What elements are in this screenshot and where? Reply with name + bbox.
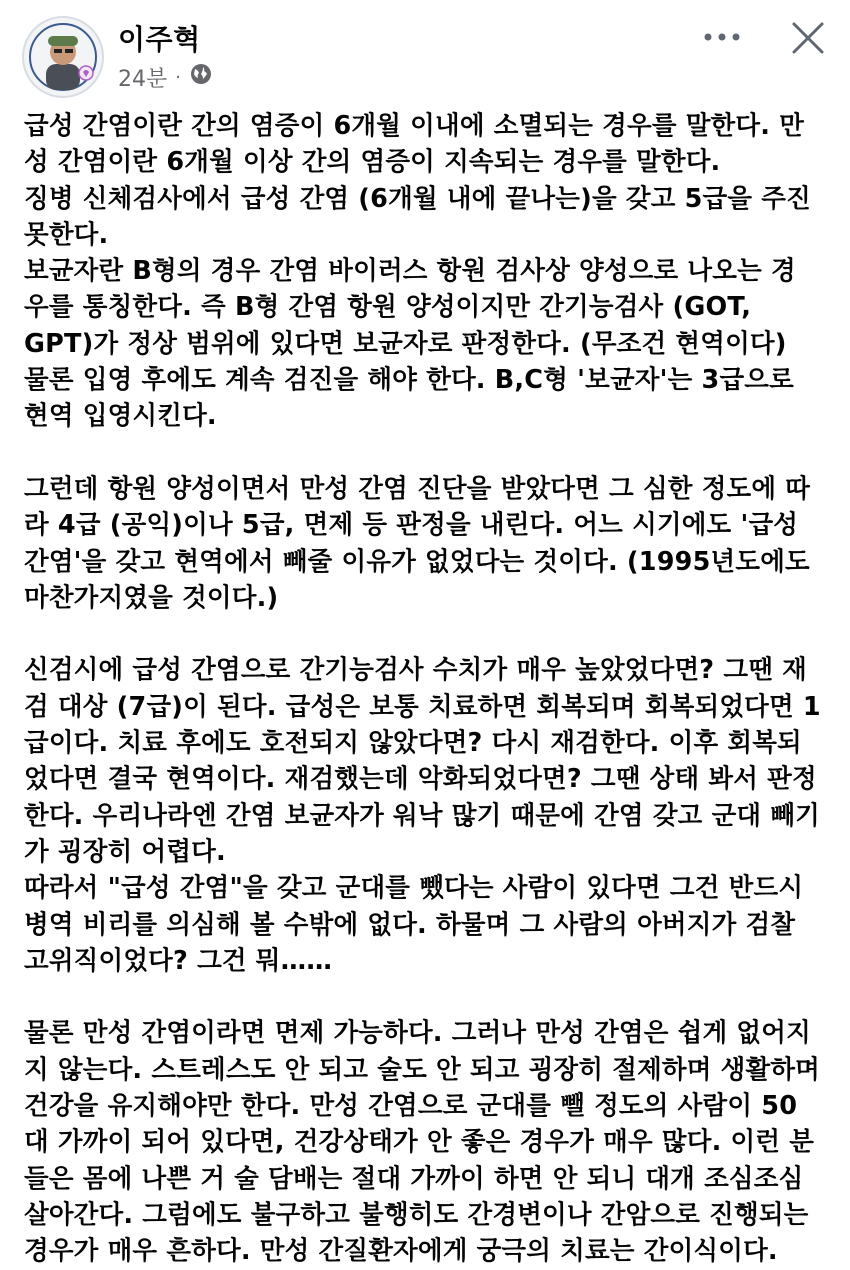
close-icon: [791, 21, 825, 55]
post-text-line: 한다. 우리나라엔 간염 보균자가 워낙 많기 때문에 간염 갖고 군대 빼기: [24, 800, 820, 831]
post-text-line: 징병 신체검사에서 급성 간염 (6개월 내에 끝나는)을 갖고 5급을 주진: [24, 183, 811, 214]
post-meta: [118, 62, 213, 92]
post-header: [0, 0, 850, 100]
post-text-line: 라 4급 (공익)이나 5급, 면제 등 판정을 내린다. 어느 시기에도 '급성: [24, 510, 799, 541]
post-timestamp[interactable]: 24분: [118, 66, 168, 92]
post-text-line: 병역 비리를 의심해 볼 수밖에 없다. 하물며 그 사람의 아버지가 검찰: [24, 909, 796, 940]
profile-photo-avatar: [24, 18, 102, 96]
post-text-line: 성 간염이란 6개월 이상 간의 염증이 지속되는 경우를 말한다.: [24, 147, 721, 178]
post-paragraph: [24, 471, 830, 616]
post-text-line: 마찬가지였을 것이다.): [24, 582, 279, 613]
post-text-line: 못한다.: [24, 219, 109, 250]
post-text-line: 보균자란 B형의 경우 간염 바이러스 항원 검사상 양성으로 나오는 경: [24, 256, 796, 287]
post-text-line: 물론 만성 간염이라면 면제 가능하다. 그러나 만성 간염은 쉽게 없어지: [24, 1018, 811, 1049]
post-text-line: 살아간다. 그럼에도 불구하고 불행히도 간경변이나 간암으로 진행되는: [24, 1199, 809, 1230]
post-text-line: 급성 간염이란 간의 염증이 6개월 이내에 소멸되는 경우를 말한다. 만: [24, 111, 805, 141]
more-dots-icon: [704, 33, 740, 41]
more-options-button[interactable]: [700, 22, 744, 52]
post-text-line: 그런데 항원 양성이면서 만성 간염 진단을 받았다면 그 심한 정도에 따: [24, 473, 811, 504]
post-paragraph: [24, 1015, 830, 1269]
paragraph-spacer: [24, 616, 830, 652]
post-text-line: 신검시에 급성 간염으로 간기능검사 수치가 매우 높았었다면? 그땐 재: [24, 655, 807, 686]
post-text-line: 가 굉장히 어렵다.: [24, 836, 226, 867]
post-text-line: 간염'을 갖고 현역에서 빼줄 이유가 없었다는 것이다. (1995년도에도: [24, 546, 810, 577]
post-text-line: 대 가까이 되어 있다면, 건강상태가 안 좋은 경우가 매우 많다. 이런 분: [24, 1127, 815, 1158]
post-text-line: GPT)가 정상 범위에 있다면 보균자로 판정한다. (무조건 현역이다): [24, 328, 787, 359]
post-paragraph: [24, 652, 830, 979]
post-text-line: 현역 입영시킨다.: [24, 401, 217, 432]
post-text-line: 고위직이었다? 그건 뭐……: [24, 945, 333, 976]
author-name[interactable]: 이주혁: [118, 23, 201, 56]
paragraph-spacer: [24, 435, 830, 471]
post-text-line: 건강을 유지해야만 한다. 만성 간염으로 군대를 뺄 정도의 사람이 50: [24, 1091, 798, 1122]
post-text-line: 들은 몸에 나쁜 거 술 담배는 절대 가까이 하면 안 되니 대개 조심조심: [24, 1163, 804, 1194]
globe-icon[interactable]: [189, 62, 213, 92]
post-text: [24, 108, 830, 1270]
post-text-line: 지 않는다. 스트레스도 안 되고 술도 안 되고 굉장히 절제하며 생활하며: [24, 1054, 820, 1085]
post-text-line: 검 대상 (7급)이 된다. 급성은 보통 치료하면 회복되며 회복되었다면 1: [24, 691, 821, 722]
close-button[interactable]: [786, 16, 830, 60]
post-paragraph: [24, 108, 830, 435]
post-text-line: 우를 통칭한다. 즉 B형 간염 항원 양성이지만 간기능검사 (GOT,: [24, 292, 752, 323]
post-text-line: 급이다. 치료 후에도 호전되지 않았다면? 다시 재검한다. 이후 회복되: [24, 728, 802, 759]
author-avatar[interactable]: [22, 16, 104, 98]
post-text-line: 따라서 "급성 간염"을 갖고 군대를 뺐다는 사람이 있다면 그건 반드시: [24, 873, 804, 904]
meta-separator: ·: [175, 66, 181, 88]
post-text-line: 물론 입영 후에도 계속 검진을 해야 한다. B,C형 '보균자'는 3급으로: [24, 365, 794, 396]
paragraph-spacer: [24, 979, 830, 1015]
post-text-line: 었다면 결국 현역이다. 재검했는데 악화되었다면? 그땐 상태 봐서 판정: [24, 764, 817, 795]
post-text-line: 경우가 매우 흔하다. 만성 간질환자에게 궁극의 치료는 간이식이다.: [24, 1236, 778, 1267]
